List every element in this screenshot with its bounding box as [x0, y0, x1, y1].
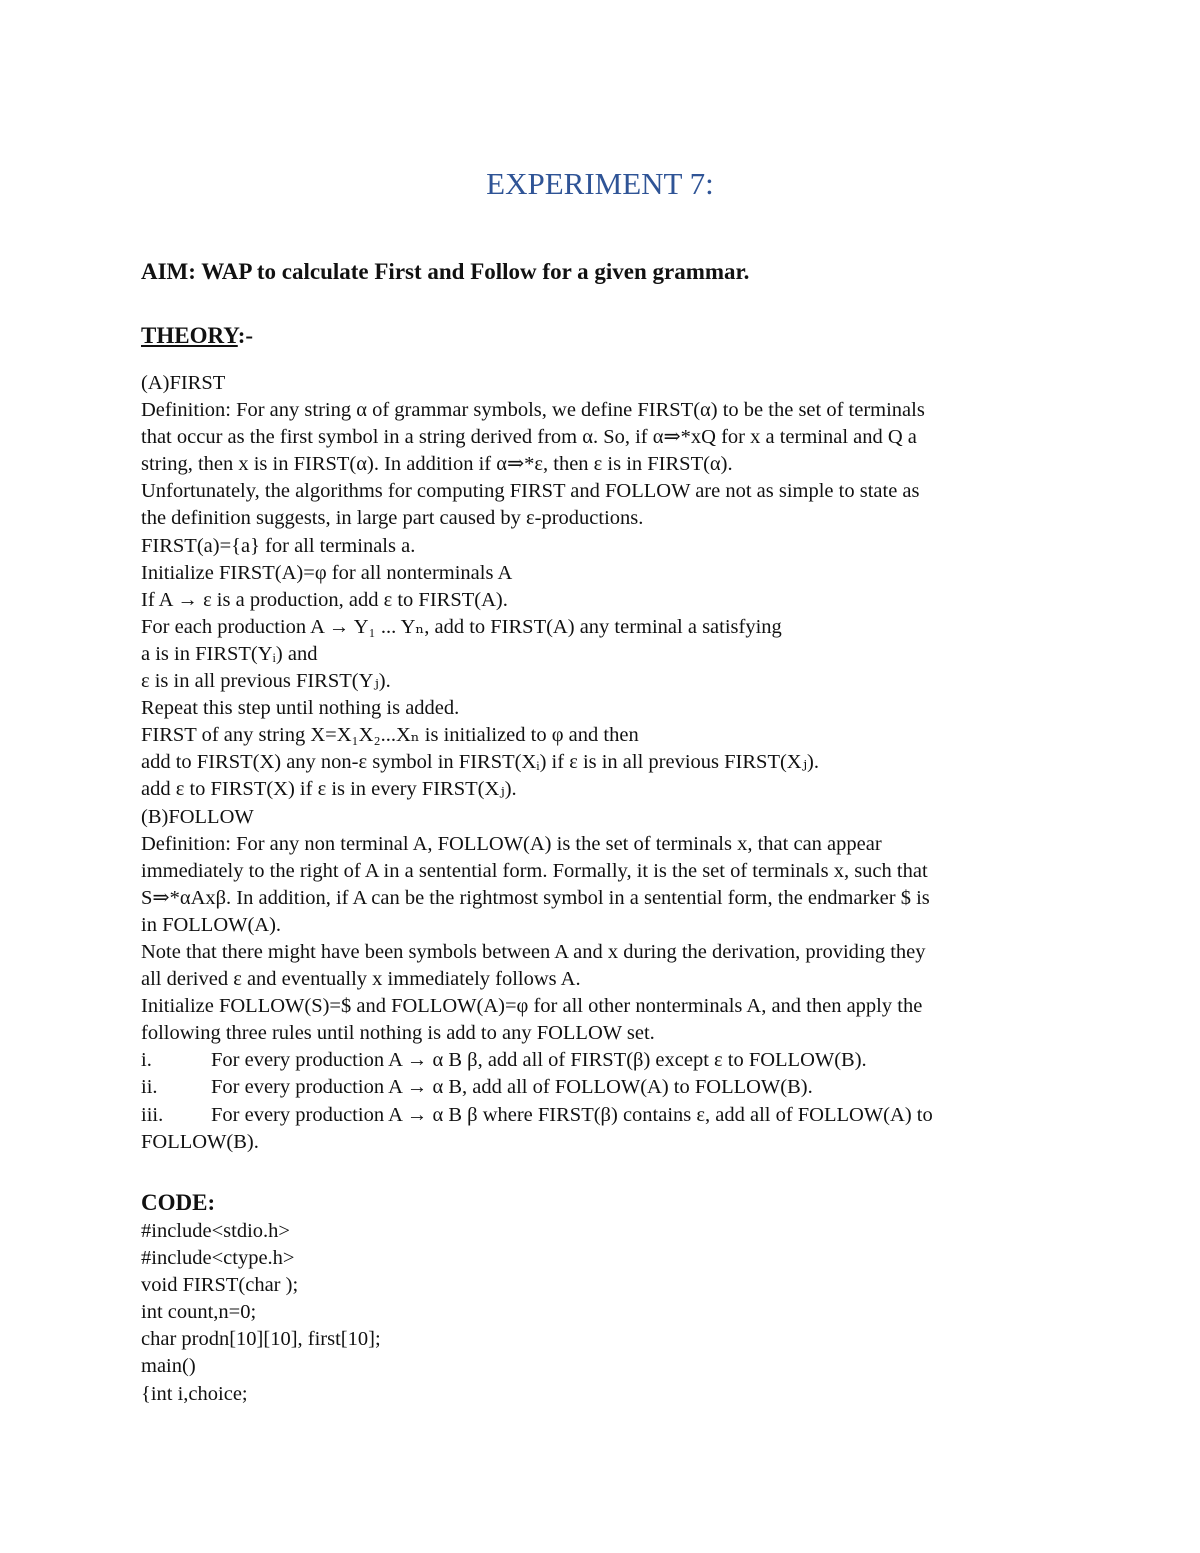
code-line: main(): [141, 1355, 196, 1378]
body-line: If A → ε is a production, add ε to FIRST(A).: [141, 588, 508, 611]
follow-rule-3-continuation: FOLLOW(B).: [141, 1130, 259, 1153]
theory-suffix: :-: [237, 323, 254, 348]
rule-text: For every production A → α B, add all of FOLLOW(A) to FOLLOW(B).: [211, 1076, 813, 1099]
body-line: ε is in all previous FIRST(Yⱼ).: [141, 670, 391, 693]
code-line: void FIRST(char );: [141, 1274, 299, 1297]
body-line: For each production A → Y₁ ... Yₙ, add to FIRST(A) any terminal a satisfying: [141, 615, 782, 638]
aim-text: WAP to calculate First and Follow for a given grammar.: [195, 259, 750, 284]
theory-body: [141, 370, 1061, 1156]
body-line: Unfortunately, the algorithms for computing FIRST and FOLLOW are not as simple to state as: [141, 480, 920, 503]
rule-text: For every production A → α B β where FIRST(β) contains ε, add all of FOLLOW(A) to: [211, 1103, 933, 1126]
code-line: int count,n=0;: [141, 1301, 257, 1324]
body-line: add ε to FIRST(X) if ε is in every FIRST(Xⱼ).: [141, 778, 517, 801]
body-line: (A)FIRST: [141, 372, 226, 394]
body-line: FIRST of any string X=X₁X₂...Xₙ is initialized to φ and then: [141, 724, 639, 747]
body-line: that occur as the first symbol in a string derived from α. So, if α⇒*xQ for x a terminal and Q a: [141, 426, 917, 449]
body-line: immediately to the right of A in a sentential form. Formally, it is the set of terminals x, such that: [141, 859, 928, 882]
rule-number: i.: [141, 1049, 152, 1072]
code-line: #include<ctype.h>: [141, 1247, 295, 1270]
body-line: all derived ε and eventually x immediately follows A.: [141, 968, 581, 991]
body-line: Initialize FOLLOW(S)=$ and FOLLOW(A)=φ for all other nonterminals A, and then apply the: [141, 995, 923, 1018]
body-line: Definition: For any non terminal A, FOLLOW(A) is the set of terminals x, that can appear: [141, 832, 882, 855]
body-line: Definition: For any string α of grammar symbols, we define FIRST(α) to be the set of terminals: [141, 399, 925, 422]
code-line: {int i,choice;: [141, 1382, 248, 1405]
body-line: Note that there might have been symbols between A and x during the derivation, providing they: [141, 940, 926, 963]
code-line: #include<stdio.h>: [141, 1220, 290, 1242]
body-line: a is in FIRST(Yᵢ) and: [141, 642, 318, 665]
follow-rule-3: [141, 1102, 1061, 1129]
body-line: following three rules until nothing is add to any FOLLOW set.: [141, 1022, 655, 1045]
theory-label: THEORY: [141, 323, 238, 348]
body-line: S⇒*αAxβ. In addition, if A can be the rightmost symbol in a sentential form, the endmarker $ is: [141, 886, 930, 909]
rule-number: iii.: [141, 1103, 164, 1126]
body-line: in FOLLOW(A).: [141, 913, 282, 936]
code-heading: CODE:: [141, 1190, 216, 1215]
body-line: FIRST(a)={a} for all terminals a.: [141, 534, 416, 557]
rule-text: For every production A → α B β, add all of FIRST(β) except ε to FOLLOW(B).: [211, 1049, 867, 1072]
aim-label: AIM:: [141, 259, 196, 284]
body-line: add to FIRST(X) any non-ε symbol in FIRST(Xᵢ) if ε is in all previous FIRST(Xⱼ).: [141, 751, 819, 774]
code-block: [141, 1218, 381, 1408]
follow-rule-1: [141, 1047, 1061, 1074]
aim-paragraph: [141, 257, 749, 287]
code-line: char prodn[10][10], first[10];: [141, 1328, 381, 1351]
rule-number: ii.: [141, 1076, 158, 1099]
body-line: the definition suggests, in large part caused by ε-productions.: [141, 507, 644, 530]
body-line: string, then x is in FIRST(α). In addition if α⇒*ε, then ε is in FIRST(α).: [141, 453, 733, 476]
experiment-title: EXPERIMENT 7:: [486, 166, 714, 201]
body-line: Initialize FIRST(A)=φ for all nonterminals A: [141, 561, 513, 584]
body-line: (B)FOLLOW: [141, 805, 254, 828]
theory-heading: [141, 321, 253, 351]
body-line: Repeat this step until nothing is added.: [141, 697, 460, 720]
follow-rule-2: [141, 1074, 1061, 1101]
